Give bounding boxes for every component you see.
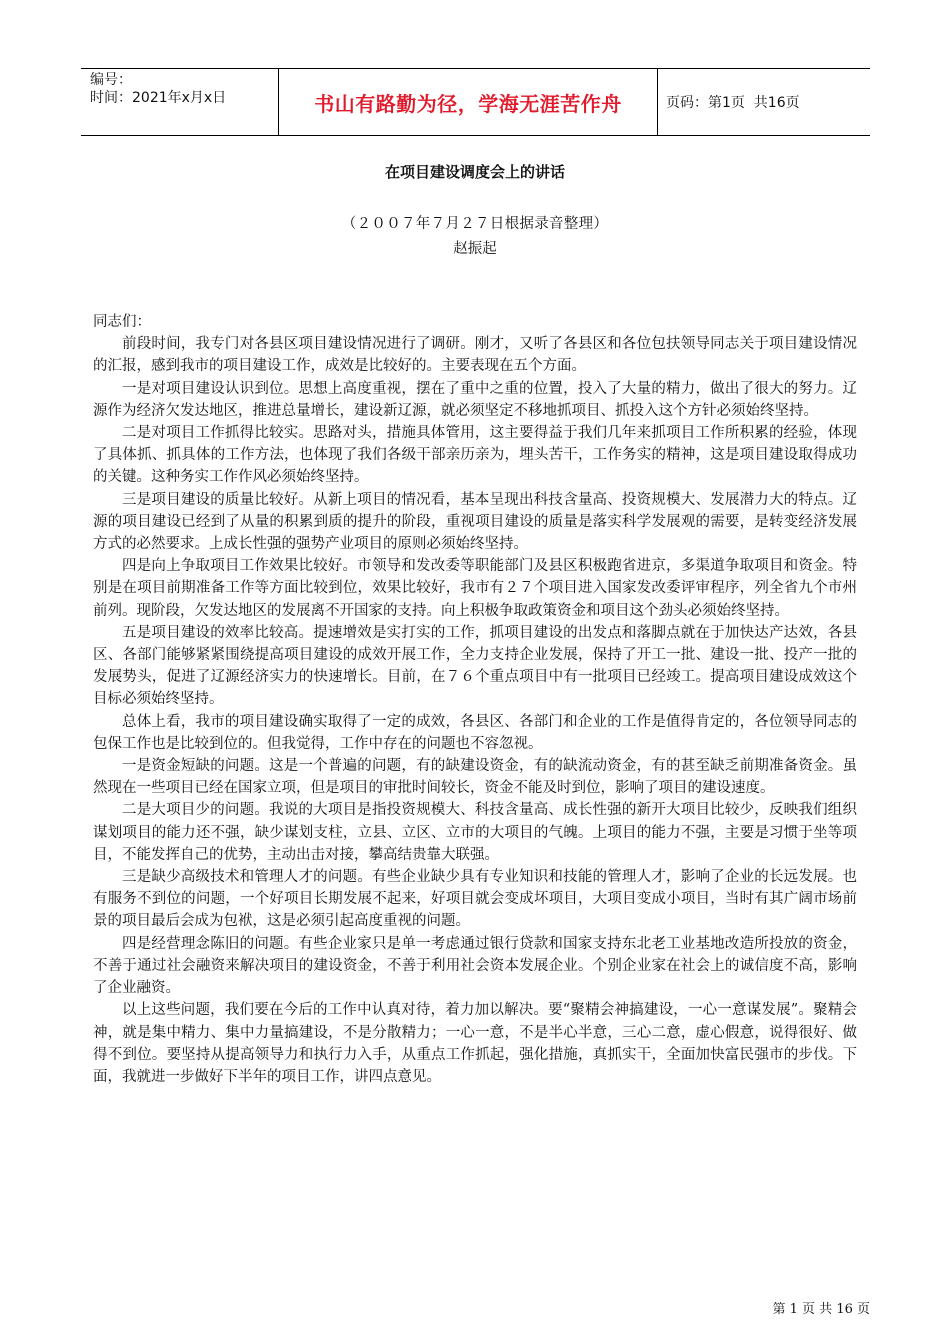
document-number-label: 编号：	[90, 72, 132, 88]
header-table	[81, 68, 870, 136]
paragraph: 二是对项目工作抓得比较实。思路对头，措施具体管用，这主要得益于我们几年来抓项目工作所积累的经验，体现了具体抓、抓具体的工作方法，也体现了我们各级干部亲历亲为，埋头苦干，工作务实的精神，这是项目建设取得成功的关键。这种务实工作作风必须始终坚持。	[93, 425, 857, 486]
document-body	[93, 311, 857, 1088]
paragraph: 四是经营理念陈旧的问题。有些企业家只是单一考虑通过银行贷款和国家支持东北老工业基地改造所投放的资金，不善于通过社会融资来解决项目的建设资金，不善于利用社会资本发展企业。个别企业家在社会上的诚信度不高，影响了企业融资。	[93, 935, 857, 997]
document-subtitle: （２００７年７月２７日根据录音整理）	[341, 216, 609, 232]
paragraph: 三是项目建设的质量比较好。从新上项目的情况看，基本呈现出科技含量高、投资规模大、发展潜力大的特点。辽源的项目建设已经到了从量的积累到质的提升的阶段，重视项目建设的质量是落实科学发展观的需要，是转变经济发展方式的必然要求。上成长性强的强势产业项目的原则必须始终坚持。	[93, 491, 857, 553]
paragraph: 前段时间，我专门对各县区项目建设情况进行了调研。刚才，又听了各县区和各位包扶领导同志关于项目建设情况的汇报，感到我市的项目建设工作，成效是比较好的。主要表现在五个方面。	[93, 336, 857, 375]
paragraph: 以上这些问题，我们要在今后的工作中认真对待，着力加以解决。要“聚精会神搞建设，一心一意谋发展”。聚精会神，就是集中精力、集中力量搞建设，不是分散精力；一心一意，不是半心半意，三心二意，虚心假意，说得很好、做得不到位。要坚持从提高领导力和执行力入手，从重点工作抓起，强化措施，真抓实干，全面加快富民强市的步伐。下面，我就进一步做好下半年的项目工作，讲四点意见。	[93, 1002, 857, 1085]
document-time-label: 时间：2021年x月x日	[90, 90, 227, 106]
paragraph: 二是大项目少的问题。我说的大项目是指投资规模大、科技含量高、成长性强的新开大项目比较少，反映我们组织谋划项目的能力还不强，缺少谋划支柱，立县、立区、立市的大项目的气魄。上项目的能力不强，主要是习惯于坐等项目，不能发挥自己的优势，主动出击对接，攀高结贵靠大联强。	[93, 802, 857, 863]
page-footer: 第 1 页 共 16 页	[772, 1302, 870, 1317]
slogan-text: 书山有路勤为径，学海无涯苦作舟	[314, 91, 622, 116]
document-author: 赵振起	[453, 241, 497, 257]
paragraph: 四是向上争取项目工作效果比较好。市领导和发改委等职能部门及县区积极跑省进京，多渠道争取项目和资金。特别是在项目前期准备工作等方面比较到位，效果比较好，我市有２７个项目进入国家发改委评审程序，列全省九个市州前列。现阶段，欠发达地区的发展离不开国家的支持。向上积极争取政策资金和项目这个劲头必须始终坚持。	[93, 558, 857, 619]
header-page-cell	[658, 69, 870, 135]
paragraph: 一是对项目建设认识到位。思想上高度重视，摆在了重中之重的位置，投入了大量的精力，做出了很大的努力。辽源作为经济欠发达地区，推进总量增长，建设新辽源，就必须坚定不移地抓项目、抓投入这个方针必须始终坚持。	[93, 380, 857, 419]
paragraph: 总体上看，我市的项目建设确实取得了一定的成效，各县区、各部门和企业的工作是值得肯定的，各位领导同志的包保工作也是比较到位的。但我觉得，工作中存在的问题也不容忽视。	[93, 713, 857, 752]
salutation: 同志们：	[93, 314, 151, 330]
paragraph: 三是缺少高级技术和管理人才的问题。有些企业缺少具有专业知识和技能的管理人才，影响了企业的长远发展。也有服务不到位的问题，一个好项目长期发展不起来，好项目就会变成坏项目，大项目变成小项目，当时有其广阔市场前景的项目最后会成为包袱，这是必须引起高度重视的问题。	[93, 869, 857, 930]
header-slogan-cell	[279, 69, 658, 135]
paragraph: 一是资金短缺的问题。这是一个普遍的问题，有的缺建设资金，有的缺流动资金，有的甚至缺乏前期准备资金。虽然现在一些项目已经在国家立项，但是项目的审批时间较长，资金不能及时到位，影响了项目的建设速度。	[93, 758, 857, 797]
header-page-info: 页码：第1页 共16页	[666, 95, 800, 111]
document-title: 在项目建设调度会上的讲话	[384, 163, 565, 181]
header-meta-cell	[81, 69, 279, 135]
paragraph: 五是项目建设的效率比较高。提速增效是实打实的工作，抓项目建设的出发点和落脚点就在于加快达产达效，各县区、各部门能够紧紧围绕提高项目建设的成效开展工作，全力支持企业发展，保持了开工一批、建设一批、投产一批的发展势头，促进了辽源经济实力的快速增长。目前，在７６个重点项目中有一批项目已经竣工。提高项目建设成效这个目标必须始终坚持。	[93, 624, 857, 708]
